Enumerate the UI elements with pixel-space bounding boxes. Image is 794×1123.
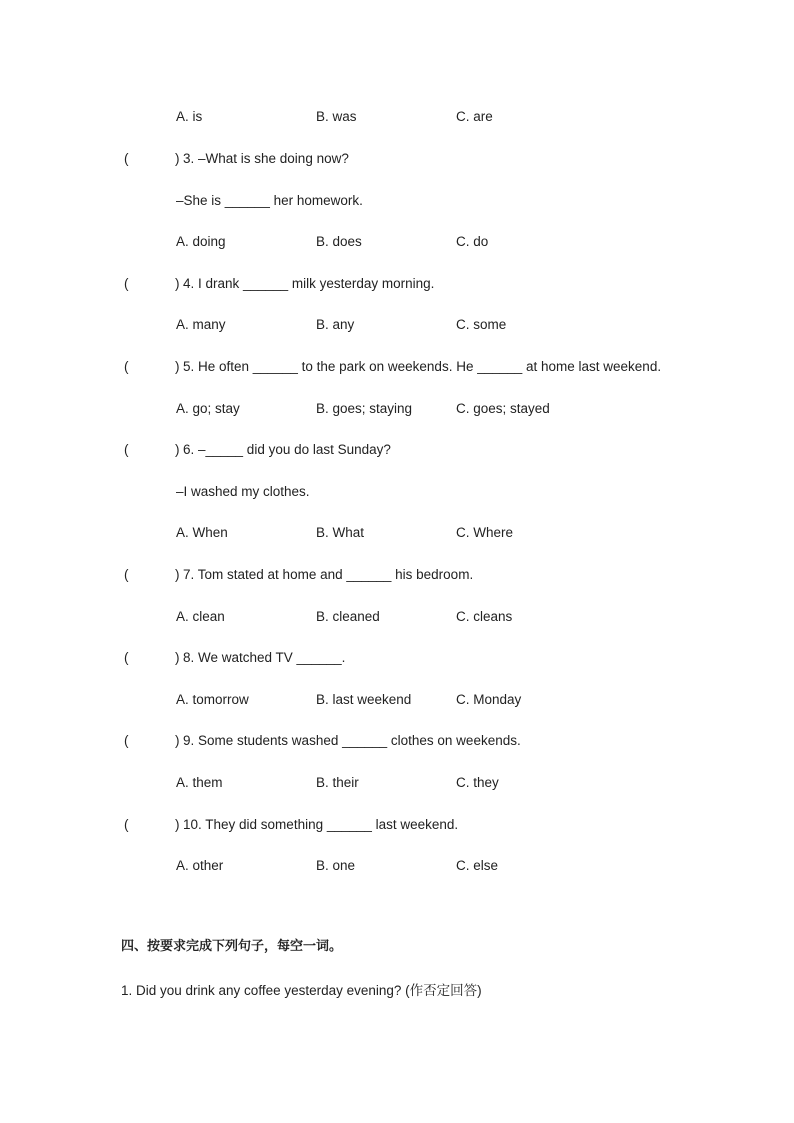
answer-paren-close: ): [175, 567, 180, 582]
question-text: 10. They did something ______ last weekend.: [183, 817, 459, 832]
option-b: B. one: [316, 858, 356, 873]
option-a: A. doing: [176, 234, 226, 249]
answer-paren-close: ): [175, 359, 180, 374]
option-c: C. some: [456, 317, 507, 332]
option-c: C. do: [456, 234, 489, 249]
option-a: A. other: [176, 858, 224, 873]
option-b: B. was: [316, 109, 357, 124]
answer-paren-open: (: [124, 151, 129, 166]
option-c: C. cleans: [456, 609, 513, 624]
answer-paren-close: ): [175, 151, 180, 166]
answer-paren-open: (: [124, 276, 129, 291]
option-a: A. go; stay: [176, 401, 240, 416]
option-b: B. their: [316, 775, 359, 790]
option-a: A. them: [176, 775, 223, 790]
option-b: B. does: [316, 234, 362, 249]
answer-paren-open: (: [124, 650, 129, 665]
answer-paren-close: ): [175, 650, 180, 665]
answer-paren-close: ): [175, 442, 180, 457]
option-c: C. goes; stayed: [456, 401, 550, 416]
answer-paren-close: ): [175, 817, 180, 832]
question-text: 3. –What is she doing now?: [183, 151, 349, 166]
question-text: 5. He often ______ to the park on weekends. He ______ at home last weekend.: [183, 359, 662, 374]
option-b: B. What: [316, 525, 365, 540]
option-b: B. goes; staying: [316, 401, 413, 416]
option-a: A. many: [176, 317, 226, 332]
answer-paren-open: (: [124, 442, 129, 457]
dialogue-line: –I washed my clothes.: [176, 484, 310, 499]
question-text: 4. I drank ______ milk yesterday morning.: [183, 276, 435, 291]
rewrite-question-1: 1. Did you drink any coffee yesterday evening? (作否定回答): [121, 983, 482, 998]
option-b: B. any: [316, 317, 355, 332]
answer-paren-close: ): [175, 733, 180, 748]
option-c: C. they: [456, 775, 499, 790]
section-heading: 四、按要求完成下列句子，每空一词。: [121, 939, 343, 954]
question-text: 6. –_____ did you do last Sunday?: [183, 442, 391, 457]
option-a: A. When: [176, 525, 228, 540]
question-text: 7. Tom stated at home and ______ his bedroom.: [183, 567, 474, 582]
answer-paren-open: (: [124, 359, 129, 374]
option-c: C. are: [456, 109, 493, 124]
answer-paren-open: (: [124, 567, 129, 582]
option-b: B. cleaned: [316, 609, 380, 624]
question-text: 9. Some students washed ______ clothes on weekends.: [183, 733, 521, 748]
option-c: C. else: [456, 858, 499, 873]
option-c: C. Monday: [456, 692, 522, 707]
option-a: A. is: [176, 109, 203, 124]
dialogue-line: –She is ______ her homework.: [176, 193, 363, 208]
option-c: C. Where: [456, 525, 514, 540]
answer-paren-open: (: [124, 733, 129, 748]
answer-paren-open: (: [124, 817, 129, 832]
option-b: B. last weekend: [316, 692, 412, 707]
option-a: A. clean: [176, 609, 225, 624]
option-a: A. tomorrow: [176, 692, 249, 707]
answer-paren-close: ): [175, 276, 180, 291]
question-text: 8. We watched TV ______.: [183, 650, 346, 665]
